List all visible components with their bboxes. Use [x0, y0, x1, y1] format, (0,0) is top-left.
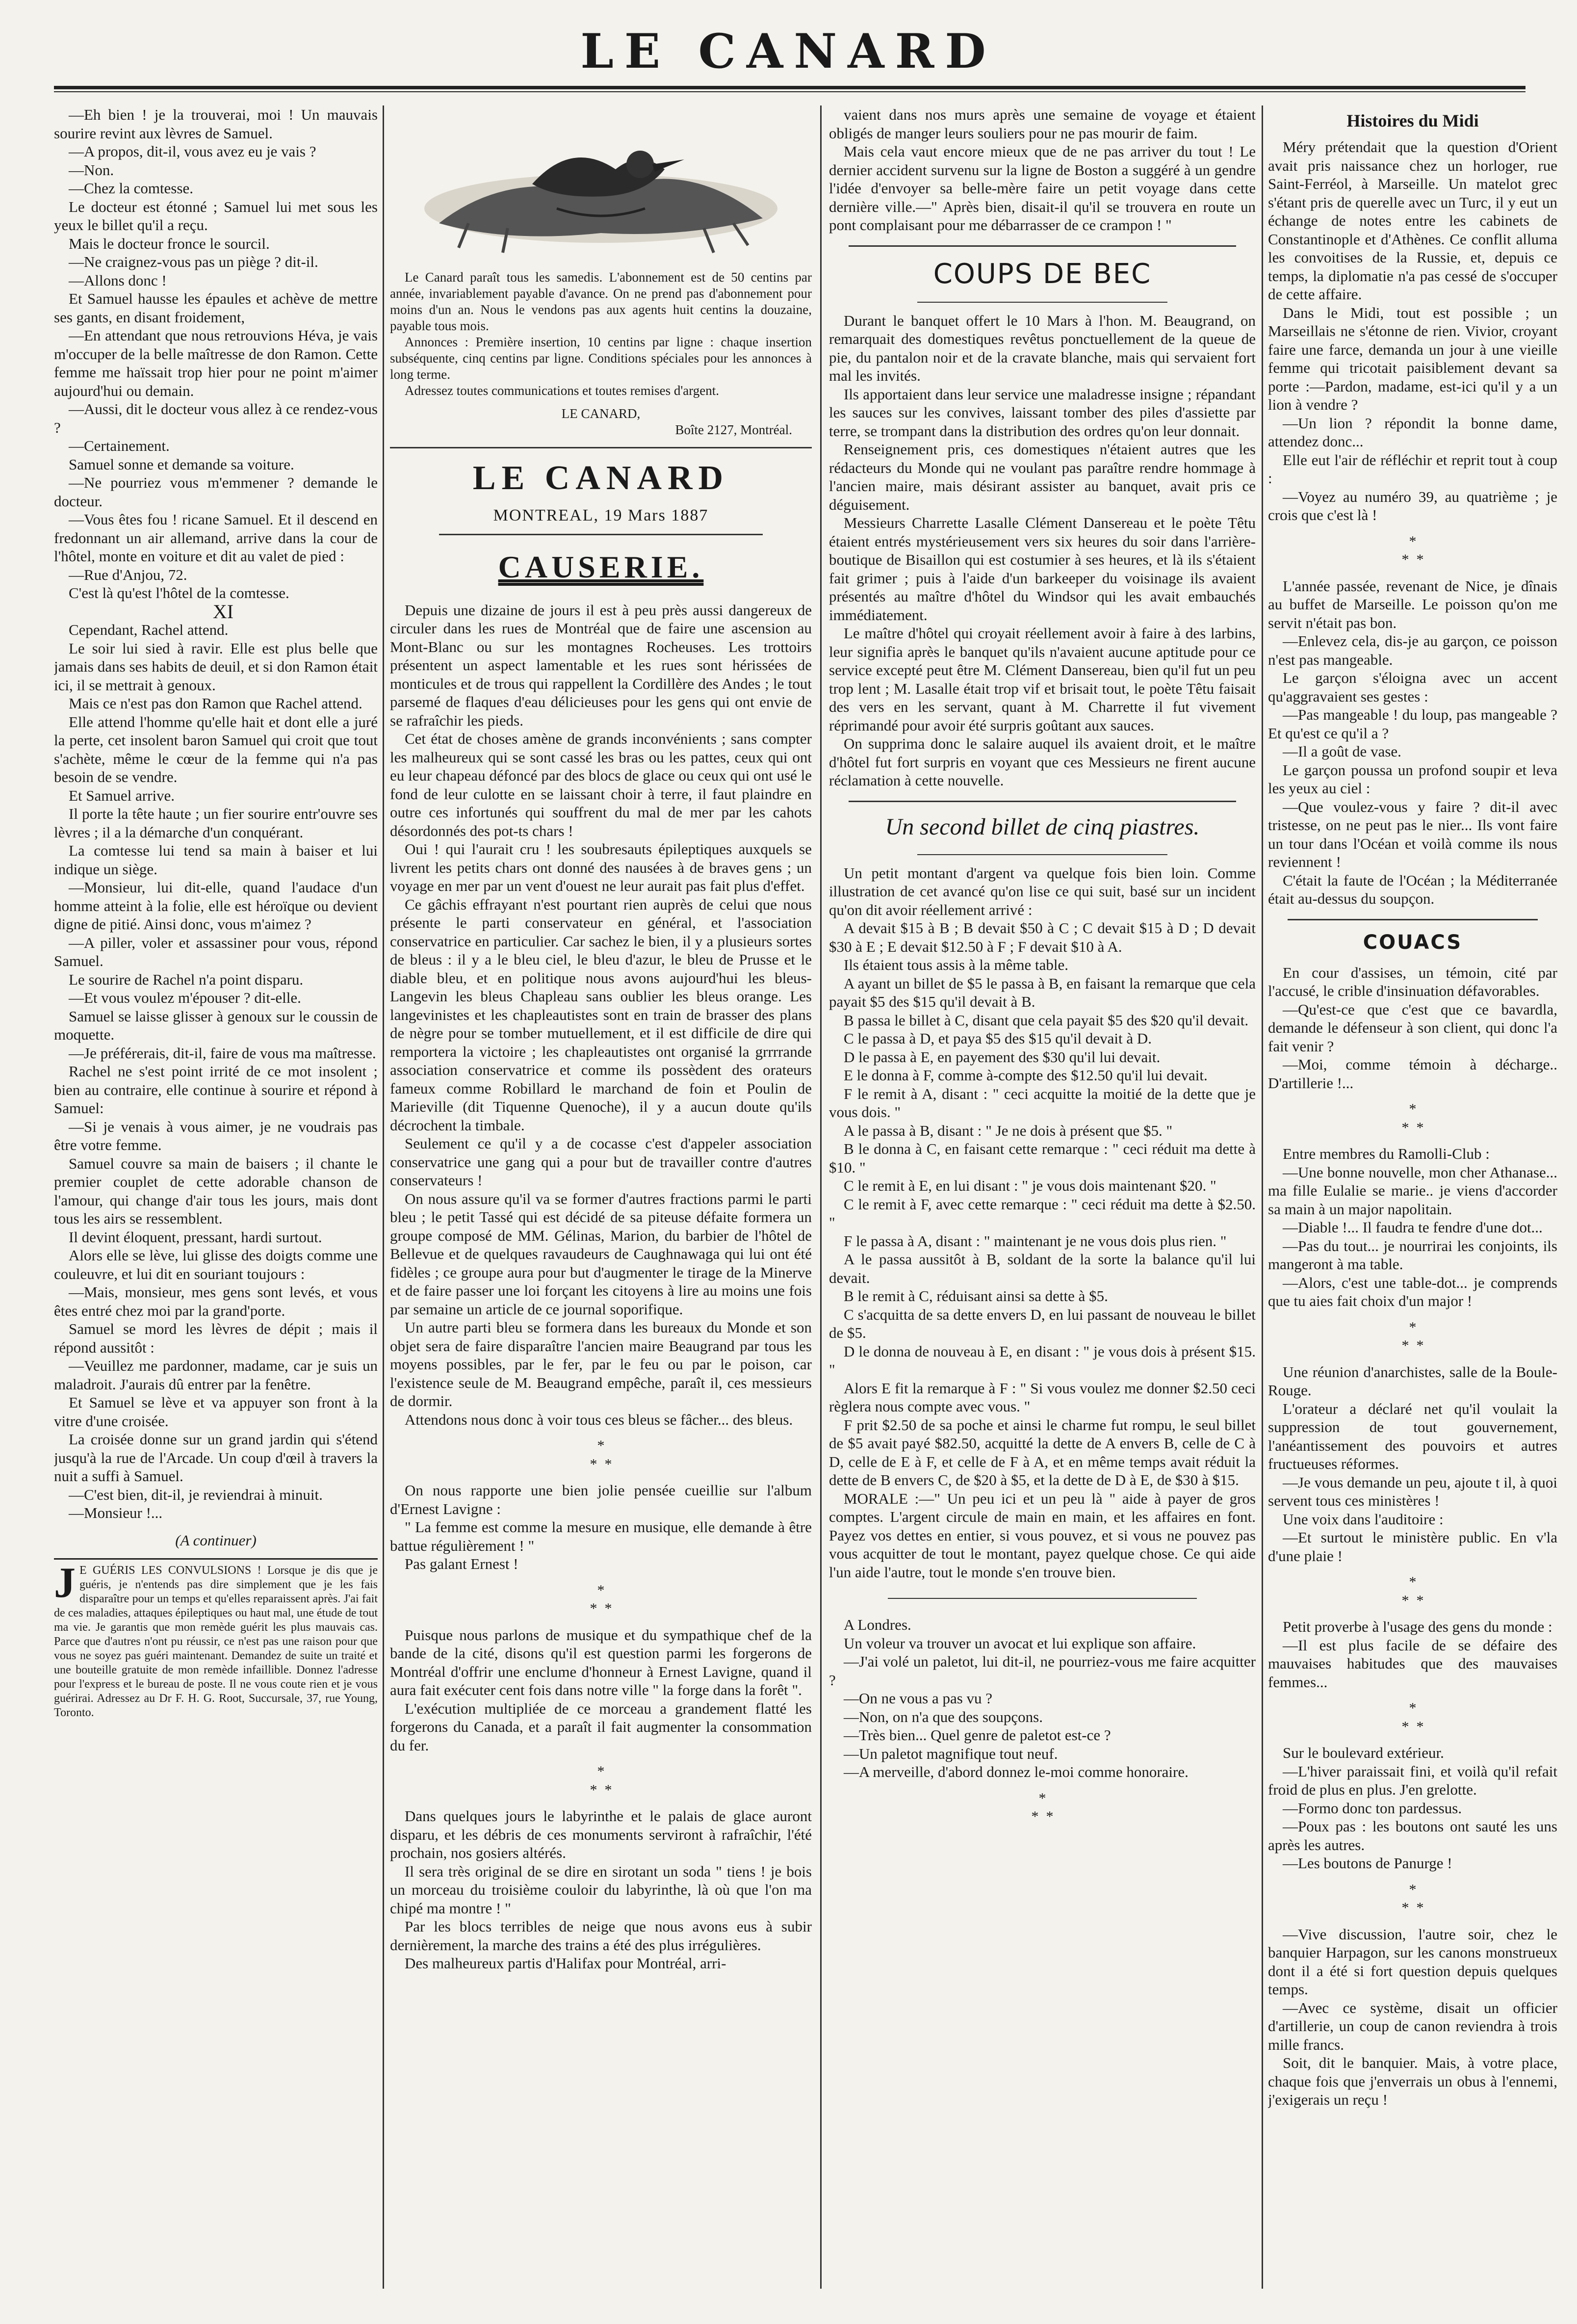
divider	[390, 447, 812, 448]
paragraph: Mais le docteur fronce le sourcil.	[69, 235, 270, 252]
ad-drop-cap: J	[54, 1559, 76, 1607]
paragraph: Un autre parti bleu se formera dans les bureaux du Monde et son objet sera de faire disparaître l'ancien maire Beaugrand par tous les moyens possibles, par le fer, par le feu ou par le poison, car l'existence seule de M. Beaugrand empêche, paraît il, ces messieurs de dormir.	[390, 1319, 812, 1410]
paragraph: —Aussi, dit le docteur vous allez à ce rendez-vous ?	[54, 400, 378, 436]
continuer-note: (A continuer)	[175, 1531, 257, 1549]
paragraph: Durant le banquet offert le 10 Mars à l'hon. M. Beaugrand, on remarquait des domestiques revêtus ponctuellement de la queue de pie, du pantalon noir et de la cravate blanche, mais qui servaient fort mal les invités.	[829, 312, 1256, 384]
paragraph: Elle attend l'homme qu'elle hait et dont elle a juré la perte, cet insolent baron Samuel qui croit que tout s'achète, même le cœur de la femme qui n'a pas besoin de se vendre.	[54, 713, 378, 785]
causerie-heading: CAUSERIE.	[498, 549, 704, 584]
paragraph: —Chez la comtesse.	[69, 180, 193, 197]
paragraph: Entre membres du Ramolli-Club :	[1283, 1145, 1490, 1162]
paragraph: —Et surtout le ministère public. En v'la d'une plaie !	[1268, 1529, 1557, 1565]
paragraph: —Ne pourriez vous m'emmener ? demande le docteur.	[54, 474, 378, 510]
couacs-heading: COUACS	[1363, 931, 1463, 954]
stars-separator: * * *	[1031, 1790, 1054, 1825]
paragraph: Soit, dit le banquier. Mais, à votre place, chaque fois que j'enverrais un obus à l'ennemi, j'exigerais un reçu !	[1268, 2054, 1557, 2108]
paragraph: En cour d'assises, un témoin, cité par l'accusé, le crible d'insinuation défavorables.	[1268, 964, 1557, 999]
paragraph: —Mais, monsieur, mes gens sont levés, et vous êtes entré chez moi par la grand'porte.	[54, 1283, 378, 1319]
paragraph: —C'est bien, dit-il, je reviendrai à minuit.	[69, 1486, 323, 1503]
paragraph: —Avec ce système, disait un officier d'artillerie, un coup de canon reviendra à trois mille francs.	[1268, 1999, 1557, 2053]
paragraph: Puisque nous parlons de musique et du sympathique chef de la bande de la cité, disons qu'il est question parmi les forgerons de Montréal d'offrir une enclume d'honneur à Ernest Lavigne, quand il aura fait exécuter cent fois dans notre ville " la forge dans la forêt ".	[390, 1626, 812, 1698]
paragraph: Dans le Midi, tout est possible ; un Marseillais ne s'étonne de rien. Vivior, croyant faire une farce, demanda un jour à une vieille femme qui tricotait paisiblement devant sa porte :—Pardon, madame, est-ici qu'il y a un lion à vendre ?	[1268, 304, 1557, 413]
paragraph: Ils étaient tous assis à la même table.	[844, 956, 1068, 973]
paragraph: —Les boutons de Panurge !	[1283, 1854, 1452, 1872]
divider	[849, 801, 1236, 802]
paragraph: —Allons donc !	[69, 271, 167, 289]
paragraph: Le garçon s'éloigna avec un accent qu'aggravaient ses gestes :	[1268, 669, 1557, 705]
column-4	[1268, 105, 1557, 2289]
paragraph: Samuel couvre sa main de baisers ; il chante le premier couplet de cette adorable chanson de l'amour, qui change d'air tous les jours, mais dont tous les airs se ressemblent.	[54, 1154, 378, 1227]
paragraph: —A merveille, d'abord donnez le-moi comme honoraire.	[844, 1763, 1189, 1780]
paragraph: —Très bien... Quel genre de paletot est-ce ?	[844, 1726, 1111, 1744]
column-divider	[383, 105, 384, 2289]
paragraph: —Diable !... Il faudra te fendre d'une dot...	[1283, 1219, 1543, 1236]
section-title: LE CANARD	[472, 459, 729, 497]
stars-separator: * * *	[590, 1763, 612, 1798]
duck-engraving-image	[410, 110, 792, 262]
paragraph: " La femme est comme la mesure en musique, elle demande à être battue régulièrement ! "	[390, 1518, 812, 1554]
paragraph: Et Samuel hausse les épaules et achève de mettre ses gants, en disant froidement,	[54, 290, 378, 326]
stars-separator: * * *	[1401, 1700, 1424, 1735]
paragraph: C s'acquitta de sa dette envers D, en lui passant de nouveau le billet de $5.	[829, 1306, 1256, 1341]
stars-separator: * * *	[1401, 1101, 1424, 1136]
stars-separator: * * *	[590, 1437, 612, 1472]
paragraph: —Une bonne nouvelle, mon cher Athanase... ma fille Eulalie se marie.. je viens d'accorder sa main à un major napolitain.	[1268, 1163, 1557, 1218]
paragraph: D le passa à E, en payement des $30 qu'il lui devait.	[844, 1048, 1161, 1066]
paragraph: Pas galant Ernest !	[405, 1555, 518, 1572]
masthead-title: LE CANARD	[580, 24, 997, 79]
paragraph: Petit proverbe à l'usage des gens du monde :	[1283, 1618, 1552, 1635]
paragraph: —Pas mangeable ! du loup, pas mangeable ? Et qu'est ce qu'il a ?	[1268, 706, 1557, 742]
paragraph: —A piller, voler et assassiner pour vous, répond Samuel.	[54, 934, 378, 969]
paragraph: —Monsieur, lui dit-elle, quand l'audace d'un homme atteint à la folie, elle est héroïque ou devient digne de pitié. Ainsi donc, vous m'aimez ?	[54, 879, 378, 933]
londres-body	[829, 1616, 1256, 1781]
paragraph: Le maître d'hôtel qui croyait réellement avoir à faire à des larbins, leur signifia après le banquet qu'ils n'avaient aucune aptitude pour ce service excepté peut être M. Clément Dansereau, bien qu'il fut un peu trop lent ; M. Lasalle était trop vif et brisait tout, le poète Têtu faisait des vers en les servant, quant à M. Charrette il fut vivement réprimandé pour avoir été surpris goûtant aux sauces.	[829, 625, 1256, 734]
paragraph: Un petit montant d'argent va quelque fois bien loin. Comme illustration de cet avancé qu'on lise ce qui suit, basé sur un incident qu'on dit avoir réellement arrivé :	[829, 864, 1256, 918]
paragraph: Renseignement pris, ces domestiques n'étaient autres que les rédacteurs du Monde qui ne voulant pas paraître rendre hommage à l'ancien maire, mais désirant assister au banquet, avait pris ce déguisement.	[829, 441, 1256, 513]
paragraph: —Que voulez-vous y faire ? dit-il avec tristesse, on ne peut pas le nier... Ils vont faire un tour dans l'Océan et voilà comme ils nous reviennent !	[1268, 798, 1557, 870]
paragraph: Seulement ce qu'il y a de cocasse c'est d'appeler association conservatrice une gang qui a pour but de travailler contre d'autres conservateurs !	[390, 1135, 812, 1189]
paragraph: F prit $2.50 de sa poche et ainsi le charme fut rompu, le seul billet de $5 avait payé $82.50, acquitté la dette de A envers B, celle de C à D, celle de E à F, et celle de F à A, et en même temps avait réduit la dette de B envers C, de $20 à $5, et la dette de D à E, de $30 à $15.	[829, 1416, 1256, 1488]
paragraph: Alors elle se lève, lui glisse des doigts comme une couleuvre, et lui dit en souriant toujours :	[54, 1247, 378, 1282]
paragraph: Sur le boulevard extérieur.	[1283, 1744, 1444, 1761]
divider	[1288, 919, 1538, 920]
paragraph: Depuis une dizaine de jours il est à peu près aussi dangereux de circuler dans les rues de Montréal que de faire une ascension au Mont-Blanc ou sur les montagnes Rocheuses. Les trottoirs présentent un aspect lamentable et les rues sont hérissées de monticules et de trous qui rappellent la Cordillère des Andes ; le tout parsemé de flaques d'eau délicieuses pour les gens qui ont envie de se rafraîchir les pieds.	[390, 601, 812, 729]
paragraph: On nous rapporte une bien jolie pensée cueillie sur l'album d'Ernest Lavigne :	[390, 1482, 812, 1517]
story-chapter-xi	[54, 621, 378, 1522]
paragraph: E le donna à F, comme à-compte des $12.50 qu'il lui devait.	[844, 1067, 1208, 1084]
stars-separator: * * *	[1401, 1319, 1424, 1354]
paragraph: Cet état de choses amène de grands inconvénients ; sans compter les malheureux qui se sont cassé les bras ou les pattes, ceux qui ont eu leur chapeau défoncé par des blocs de glace ou ceux qui ont usé le fond de leur culotte en se laissant choir à terre, il faut plaindre en outre ces infortunés qui souffrent du mal de mer par les cahots désordonnés des pot-ts chars !	[390, 730, 812, 839]
coups-de-bec-heading: COUPS DE BEC	[933, 258, 1152, 290]
masthead-rule-thin	[54, 91, 1525, 92]
stars-separator: * * *	[1401, 1881, 1424, 1916]
paragraph: Il sera très original de se dire en sirotant un soda " tiens ! je bois un morceau du troisième couloir du labyrinthe, là où que l'on ma chipé ma montre ! "	[390, 1862, 812, 1917]
stars-separator: * * *	[590, 1582, 612, 1617]
paragraph: Et Samuel arrive.	[69, 786, 175, 804]
paragraph: Messieurs Charrette Lasalle Clément Dansereau et le poète Têtu étaient entrés mystérieusement vers six heures du soir dans l'arrière-boutique de Bisaillon qui est costumier à ses heures, et là ils s'étaient fait grimer ; puis à l'aide d'un barkeeper du voisinage ils avaient présentés au maître d'hôtel du Windsor qui les avait embauchés immédiatement.	[829, 514, 1256, 624]
billet-heading: Un second billet de cinq piastres.	[885, 813, 1200, 840]
divider	[917, 302, 1167, 303]
paragraph: La croisée donne sur un grand jardin qui s'étend jusqu'à la rue de l'Arcade. Un coup d'œil à travers la nuit a suffi à Samuel.	[54, 1431, 378, 1485]
signature-box: Boîte 2127, Montréal.	[675, 422, 792, 437]
stars-separator: * * *	[1401, 533, 1424, 568]
paragraph: Il devint éloquent, pressant, hardi surtout.	[69, 1228, 322, 1246]
paragraph: Méry prétendait que la question d'Orient avait pris naissance chez un horloger, rue Saint-Ferréol, à Marseille. Un matelot grec s'étant pris de querelle avec un Turc, il y eut un échange de notes entre les cabinets de Constantinople et d'Athènes. Ce conflit alluma les convoitises de la Russie, et, depuis ce temps, la diplomatie n'a pas cessé de s'occuper de cette affaire.	[1268, 138, 1557, 303]
divider	[888, 1598, 1197, 1599]
advertising-rates: Annonces : Première insertion, 10 centins par ligne : chaque insertion subséquente, cinq centins par ligne. Conditions spéciales pour les annonces à long terme.	[390, 335, 812, 382]
paragraph: —Moi, comme témoin à décharge.. D'artillerie !...	[1268, 1056, 1557, 1092]
subscription-info: Le Canard paraît tous les samedis. L'abonnement est de 50 centins par année, invariablement payable d'avance. On ne prend pas d'abonnement pour moins d'un an. Nous le vendons pas aux agents huit centins la douzaine, payable tous mois.	[390, 270, 812, 333]
paragraph: —Vive discussion, l'autre soir, chez le banquier Harpagon, sur les canons monstrueux dont il a été si fort question depuis quelques temps.	[1268, 1925, 1557, 1998]
column-divider	[820, 105, 822, 2289]
paragraph: Attendons nous donc à voir tous ces bleus se fâcher... des bleus.	[405, 1410, 793, 1428]
paragraph: —Pas du tout... je nourrirai les conjoints, ils mangeront à ma table.	[1268, 1237, 1557, 1273]
paragraph: Mais cela vaut encore mieux que de ne pas arriver du tout ! Le dernier accident survenu sur la ligne de Boston a suggéré à un gendre l'idée d'envoyer sa belle-mère faire un petit voyage dans cette dernière ville.—" Après bien, disait-il qu'il se trouvera en route un pont complaisant pour me débarrasser de ce crampon ! "	[829, 143, 1256, 234]
paragraph: C le passa à D, et paya $5 des $15 qu'il devait à D.	[844, 1030, 1152, 1047]
paragraph: Il porte la tête haute ; un fier sourire entr'ouvre ses lèvres ; il a la démarche d'un conquérant.	[54, 805, 378, 841]
paragraph: MORALE :—" Un peu ici et un peu là " aide à payer de gros comptes. L'argent circule de main en main, et les affaires en font. Payez vos dettes en entier, si vous pouvez, et si vous ne pouvez pas vous acquitter de tout le montant, payez quelque chose. Ce qui aide l'un aide l'autre, tout le monde s'en trouve bien.	[829, 1489, 1256, 1581]
paragraph: C le remit à F, avec cette remarque : " ceci réduit ma dette à $2.50. "	[829, 1195, 1256, 1231]
paragraph: —Enlevez cela, dis-je au garçon, ce poisson n'est pas mangeable.	[1268, 632, 1557, 668]
paragraph: —Non, on n'a que des soupçons.	[844, 1708, 1043, 1725]
paragraph: —Ne craignez-vous pas un piège ? dit-il.	[69, 253, 318, 270]
paragraph: Samuel sonne et demande sa voiture.	[69, 455, 294, 473]
column-3	[829, 105, 1256, 2289]
paragraph: Mais ce n'est pas don Ramon que Rachel attend.	[69, 695, 362, 712]
paragraph: L'orateur a déclaré net qu'il voulait la suppression de tout gouvernement, l'anéantissement des pouvoirs et autres fructueuses réformes.	[1268, 1400, 1557, 1472]
paragraph: La comtesse lui tend sa main à baiser et lui indique un siège.	[54, 842, 378, 878]
paragraph: Elle eut l'air de réfléchir et reprit tout à coup :	[1268, 451, 1557, 487]
paragraph: B le donna à C, en faisant cette remarque : " ceci réduit ma dette à $10. "	[829, 1140, 1256, 1176]
paragraph: Ce gâchis effrayant n'est pourtant rien auprès de celui que nous présente le parti conservateur en général, et l'association conservatrice en particulier. Car sachez le bien, il y a plusieurs sortes de bleus : il y a le bleu ciel, le bleu d'azur, le bleu de Prusse et le diable bleu, et en politique nous avons aujourd'hui les bleus-Langevin les bleus Chapleau sans oublier les bleus orange. Les langevinistes et les chapleautistes sont en train de brasser des plans de nègre pour se tomber mutuellement, et il est difficile de dire qui remportera la victoire ; les chapleautistes ont organisé la grrrrande association conservatrice et comme ils possèdent des orateurs fameux comme Robillard le marchand de foin et Poulin de Marieville (dit Tiquenne Quenoche), il y a aucun doute qu'ils décrochent la timbale.	[390, 895, 812, 1134]
paragraph: B passa le billet à C, disant que cela payait $5 des $20 qu'il devait.	[844, 1011, 1249, 1029]
story-continuation	[54, 105, 378, 602]
histoires-du-midi-body	[1268, 138, 1557, 908]
advertisement-convulsions	[54, 1558, 378, 1720]
paragraph: —Un paletot magnifique tout neuf.	[844, 1745, 1058, 1762]
dateline: MONTREAL, 19 Mars 1887	[493, 506, 709, 524]
paragraph: Dans quelques jours le labyrinthe et le palais de glace auront disparu, et les débris de ces monuments serviront à rafraîchir, l'été prochain, nos gosiers altérés.	[390, 1807, 812, 1861]
duck-illustration	[410, 110, 792, 262]
paragraph: A devait $15 à B ; B devait $50 à C ; C devait $15 à D ; D devait $30 à E ; E devait $12.50 à F ; F devait $10 à A.	[829, 919, 1256, 955]
causerie-continuation	[829, 105, 1256, 235]
paragraph: Le soir lui sied à ravir. Elle est plus belle que jamais dans ses habits de deuil, et si don Ramon était ici, il se mettrait à genoux.	[54, 639, 378, 694]
paragraph: —L'hiver paraissait fini, et voilà qu'il refait froid de plus en plus. J'en grelotte.	[1268, 1762, 1557, 1798]
paragraph: —J'ai volé un paletot, lui dit-il, ne pourriez-vous me faire acquitter ?	[829, 1653, 1256, 1689]
paragraph: Et Samuel se lève et va appuyer son front à la vitre d'une croisée.	[54, 1394, 378, 1430]
paragraph: A le passa aussitôt à B, soldant de la sorte la balance qu'il lui devait.	[829, 1251, 1256, 1286]
stars-separator: * * *	[1401, 1574, 1424, 1609]
paragraph: —Veuillez me pardonner, madame, car je suis un maladroit. J'aurais dû entrer par la fenêtre.	[54, 1357, 378, 1393]
paragraph: —Monsieur !...	[69, 1504, 163, 1521]
paragraph: Alors E fit la remarque à F : " Si vous voulez me donner $2.50 ceci règlera nous compte avec vous. "	[829, 1379, 1256, 1415]
paragraph: —Et vous voulez m'épouser ? dit-elle.	[69, 989, 301, 1006]
paragraph: On nous assure qu'il va se former d'autres fractions parmi le parti bleu ; le petit Tassé qui est décidé de sa piteuse défaite formera un groupe composé de MM. Gélinas, Marion, du barbier de l'hôtel de Bellevue et de quelques ravaudeurs de Caughnawaga qui lui ont été fidèles ; ce groupe aura pour but d'augmenter le tirage de la Minerve et de faire passer une loi forçant les citoyens à lire au moins une fois par semaine un article de ce journal soporifique.	[390, 1190, 812, 1318]
signature-name: LE CANARD,	[561, 406, 641, 421]
column-divider	[1262, 105, 1263, 2289]
paragraph: Ils apportaient dans leur service une maladresse insigne ; répandant les sauces sur les convives, laissant tomber des piles d'assiette par terre, se trompant dans la distribution des ordres qu'on leur donnait.	[829, 385, 1256, 440]
paragraph: —En attendant que nous retrouvions Héva, je vais m'occuper de la belle maîtresse de don Ramon. Cette femme me haïssait trop hier pour ne point m'aimer aujourd'hui ou demain.	[54, 327, 378, 399]
paragraph: —Je vous demande un peu, ajoute t il, à quoi servent tous ces ministères !	[1268, 1473, 1557, 1509]
paragraph: Samuel se laisse glisser à genoux sur le coussin de moquette.	[54, 1007, 378, 1043]
paragraph: D le donna de nouveau à E, en disant : " je vous dois à présent $15. "	[829, 1342, 1256, 1378]
paragraph: —Rue d'Anjou, 72.	[69, 566, 187, 583]
paragraph: —Formo donc ton pardessus.	[1283, 1799, 1462, 1817]
paragraph: Un voleur va trouver un avocat et lui explique son affaire.	[844, 1634, 1196, 1652]
paragraph: Samuel se mord les lèvres de dépit ; mais il répond aussitôt :	[54, 1320, 378, 1356]
paragraph: A le passa à B, disant : " Je ne dois à présent que $5. "	[844, 1122, 1173, 1139]
paragraph: Le docteur est étonné ; Samuel lui met sous les yeux le billet qu'il a reçu.	[54, 198, 378, 234]
divider	[849, 245, 1236, 247]
paragraph: Cependant, Rachel attend.	[69, 621, 229, 638]
couacs-body	[1268, 964, 1557, 2109]
divider	[917, 854, 1167, 855]
paragraph: F le passa à A, disant : " maintenant je ne vous dois plus rien. "	[844, 1232, 1227, 1250]
paragraph: —Voyez au numéro 39, au quatrième ; je crois que c'est là !	[1268, 488, 1557, 523]
paragraph: C'était la faute de l'Océan ; la Méditerranée était au-dessus du soupçon.	[1268, 871, 1557, 907]
paragraph: F le remit à A, disant : " ceci acquitte la moitié de la dette que je vous dois. "	[829, 1085, 1256, 1121]
paragraph: —Non.	[69, 161, 114, 179]
paragraph: Par les blocs terribles de neige que nous avons eus à subir dernièrement, la marche des trains a été des plus irrégulières.	[390, 1918, 812, 1954]
divider	[439, 534, 763, 535]
paragraph: B le remit à C, réduisant ainsi sa dette à $5.	[844, 1287, 1108, 1305]
paragraph: A ayant un billet de $5 le passa à B, en faisant la remarque que cela payait $5 des $15 qu'il devait à B.	[829, 974, 1256, 1010]
causerie-body	[390, 601, 812, 1973]
paragraph: Le garçon poussa un profond soupir et leva les yeux au ciel :	[1268, 761, 1557, 797]
column-1	[54, 105, 378, 2289]
masthead-rule	[54, 86, 1525, 89]
paragraph: Oui ! qui l'aurait cru ! les soubresauts épileptiques auxquels se livrent les petits chars ont donné des nausées à de braves gens ; un voyage en mer par un vent d'ouest ne leur aurait pas fait plus d'effet.	[390, 840, 812, 894]
chapter-heading: XI	[212, 600, 234, 623]
paragraph: —Eh bien ! je la trouverai, moi ! Un mauvais sourire revint aux lèvres de Samuel.	[54, 106, 378, 142]
paragraph: —Alors, c'est une table-dot... je comprends que tu aies fait choix d'un major !	[1268, 1274, 1557, 1309]
paragraph: —Si je venais à vous aimer, je ne voudrais pas être votre femme.	[54, 1118, 378, 1153]
ad-text: E GUÉRIS LES CONVULSIONS ! Lorsque je dis que je guéris, je n'entends pas dire simplement que je les fais disparaître pour un temps et qu'elles reparaissent après. J'ai fait de ces maladies, attaques épileptiques ou haut mal, une étude de tout ma vie. Je garantis que mon remède guérit les plus mauvais cas. Parce que d'autres n'ont pu réussir, ce n'est pas une raison pour que vous ne soyez pas guéri maintenant. Demandez de suite un traité et une bouteille gratuite de mon remède infaillible. Donnez l'adresse pour l'express et le bureau de poste. Il ne vous coute rien et je vous guérirai. Adressez au Dr F. H. G. Root, Succursale, 37, rue Young, Toronto.	[54, 1564, 378, 1719]
paragraph: —Je préférerais, dit-il, faire de vous ma maîtresse.	[69, 1044, 376, 1062]
paragraph: —Vous êtes fou ! ricane Samuel. Et il descend en fredonnant un air allemand, arrive dans la cour de l'hôtel, monte en voiture et dit au valet de pied :	[54, 511, 378, 565]
paragraph: —Un lion ? répondit la bonne dame, attendez donc...	[1268, 414, 1557, 450]
histoires-du-midi-heading: Histoires du Midi	[1346, 111, 1479, 131]
paragraph: L'exécution multipliée de ce morceau a grandement flatté les forgerons du Canada, et a paraît il fait augmenter la consommation du fer.	[390, 1699, 812, 1754]
paragraph: Le sourire de Rachel n'a point disparu.	[69, 970, 304, 988]
paragraph: vaient dans nos murs après une semaine de voyage et étaient obligés de manger leurs souliers pour ne pas mourir de faim.	[829, 106, 1256, 142]
paragraph: —Poux pas : les boutons ont sauté les uns après les autres.	[1268, 1818, 1557, 1854]
paragraph: —A propos, dit-il, vous avez eu je vais ?	[69, 143, 316, 160]
paragraph: Rachel ne s'est point irrité de ce mot insolent ; bien au contraire, elle continue à sourire et répond à Samuel:	[54, 1063, 378, 1117]
paragraph: C'est là qu'est l'hôtel de la comtesse.	[69, 584, 289, 601]
paragraph: —Certainement.	[69, 437, 170, 454]
paragraph: Une réunion d'anarchistes, salle de la Boule-Rouge.	[1268, 1363, 1557, 1399]
paragraph: —Qu'est-ce que c'est que ce bavardla, demande le défenseur à son client, qui donc l'a fait venir ?	[1268, 1000, 1557, 1055]
column-2	[390, 105, 812, 2289]
paragraph: —Il a goût de vase.	[1283, 743, 1401, 760]
paragraph: On supprima donc le salaire auquel ils avaient droit, et le maître d'hôtel fut fort surpris en voyant que ces Messieurs ne firent aucune réclamation à cette nouvelle.	[829, 735, 1256, 789]
paragraph: C le remit à E, en lui disant : " je vous dois maintenant $20. "	[844, 1177, 1216, 1194]
paragraph: A Londres.	[844, 1616, 911, 1633]
paragraph: L'année passée, revenant de Nice, je dînais au buffet de Marseille. Le poisson qu'on me servit n'était pas bon.	[1268, 577, 1557, 631]
paragraph: Des malheureux partis d'Halifax pour Montréal, arri-	[405, 1955, 726, 1972]
paragraph: —On ne vous a pas vu ?	[844, 1690, 993, 1707]
address-note: Adressez toutes communications et toutes remises d'argent.	[405, 383, 719, 398]
paragraph: Une voix dans l'auditoire :	[1283, 1510, 1444, 1528]
billet-body	[829, 864, 1256, 1582]
coups-de-bec-body	[829, 312, 1256, 790]
paragraph: —Il est plus facile de se défaire des mauvaises habitudes que des mauvaises femmes...	[1268, 1636, 1557, 1691]
